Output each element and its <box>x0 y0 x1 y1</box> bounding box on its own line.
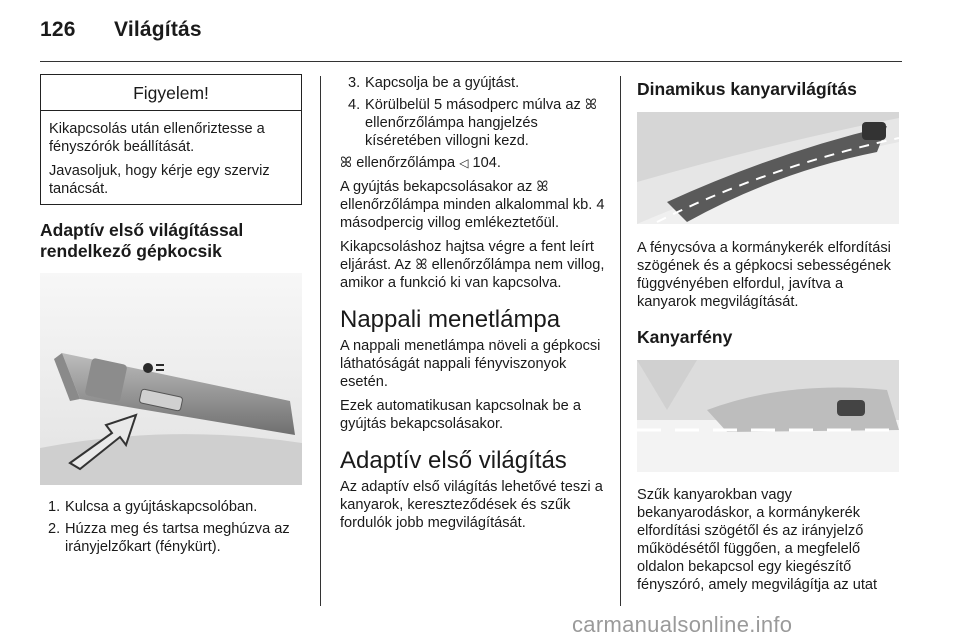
reference-arrow-icon: ◁ <box>459 156 469 170</box>
notice-text-1: Kikapcsolás után ellenőriztesse a fényszórók beállítását. <box>49 121 265 155</box>
steps-list-1 <box>40 498 302 556</box>
steps-list-2 <box>340 74 606 150</box>
list-item: 3. Kapcsolja be a gyújtást. <box>348 75 520 91</box>
cornering-light-illustration <box>637 360 899 472</box>
dynamic-bending-illustration <box>637 112 899 224</box>
reference-paragraph: ꕤ ellenőrzőlámpa ◁ 104. <box>340 155 501 171</box>
paragraph: Az adaptív első világítás lehetővé teszi a kanyarok, kereszteződések és szűk fordulók jobb megvilágítását. <box>340 479 603 531</box>
section-heading-daylight: Nappali menetlámpa <box>340 306 561 333</box>
header-rule <box>40 61 902 62</box>
page-number: 126 <box>40 18 76 41</box>
watermark: carmanualsonline.info <box>572 612 793 637</box>
list-item: 2. Húzza meg és tartsa meghúzva az irányjelzőkart (fénykürt). <box>48 521 290 555</box>
list-item: 4. Körülbelül 5 másodperc múlva az ꕤ ellenőrzőlámpa hangjelzés kíséretében villogni kezd. <box>348 97 597 149</box>
column-divider-2 <box>620 76 621 606</box>
warning-notice <box>40 74 302 205</box>
paragraph: A gyújtás bekapcsolásakor az ꕤ ellenőrzőlámpa minden alkalommal kb. 4 másodpercig villog emlékeztetőül. <box>340 179 605 231</box>
section-heading-afl: Adaptív első világítás <box>340 447 567 474</box>
column-3 <box>637 74 901 594</box>
section-heading-dynamic: Dinamikus kanyarvilágítás <box>637 79 857 99</box>
list-item: 1. Kulcsa a gyújtáskapcsolóban. <box>48 499 258 515</box>
paragraph: Szűk kanyarokban vagy bekanyarodáskor, a kormánykerék elfordítási szögétől és az irányjelző működésétől függően, a megfelelő oldalon bekapcsol egy kiegészítő fényszóró, amely megvilágítja az utat <box>637 487 878 593</box>
paragraph: A nappali menetlámpa növeli a gépkocsi láthatóságát nappali fényviszonyok esetén. <box>340 338 601 390</box>
paragraph: Kikapcsoláshoz hajtsa végre a fent leírt eljárást. Az ꕤ ellenőrzőlámpa nem villog, amikor a funkció ki van kapcsolva. <box>340 239 605 291</box>
column-divider-1 <box>320 76 321 606</box>
section-heading-cornering: Kanyarfény <box>637 327 733 347</box>
notice-text-2: Javasoljuk, hogy kérje egy szerviz tanácsát. <box>49 163 270 197</box>
paragraph: Ezek automatikusan kapcsolnak be a gyújtás bekapcsolásakor. <box>340 398 581 432</box>
page-header <box>40 18 202 42</box>
notice-title: Figyelem! <box>41 75 301 111</box>
column-2 <box>340 74 606 538</box>
paragraph: A fénycsóva a kormánykerék elfordítási szögének és a gépkocsi sebességének függvényében elfordul, javítva a kanyarok megvilágítását. <box>637 240 891 310</box>
page-title: Világítás <box>114 18 202 41</box>
column-1 <box>40 74 302 560</box>
stalk-illustration <box>40 273 302 485</box>
section-heading-adaptive-cars: Adaptív első világítással rendelkező gépkocsik <box>40 220 244 261</box>
